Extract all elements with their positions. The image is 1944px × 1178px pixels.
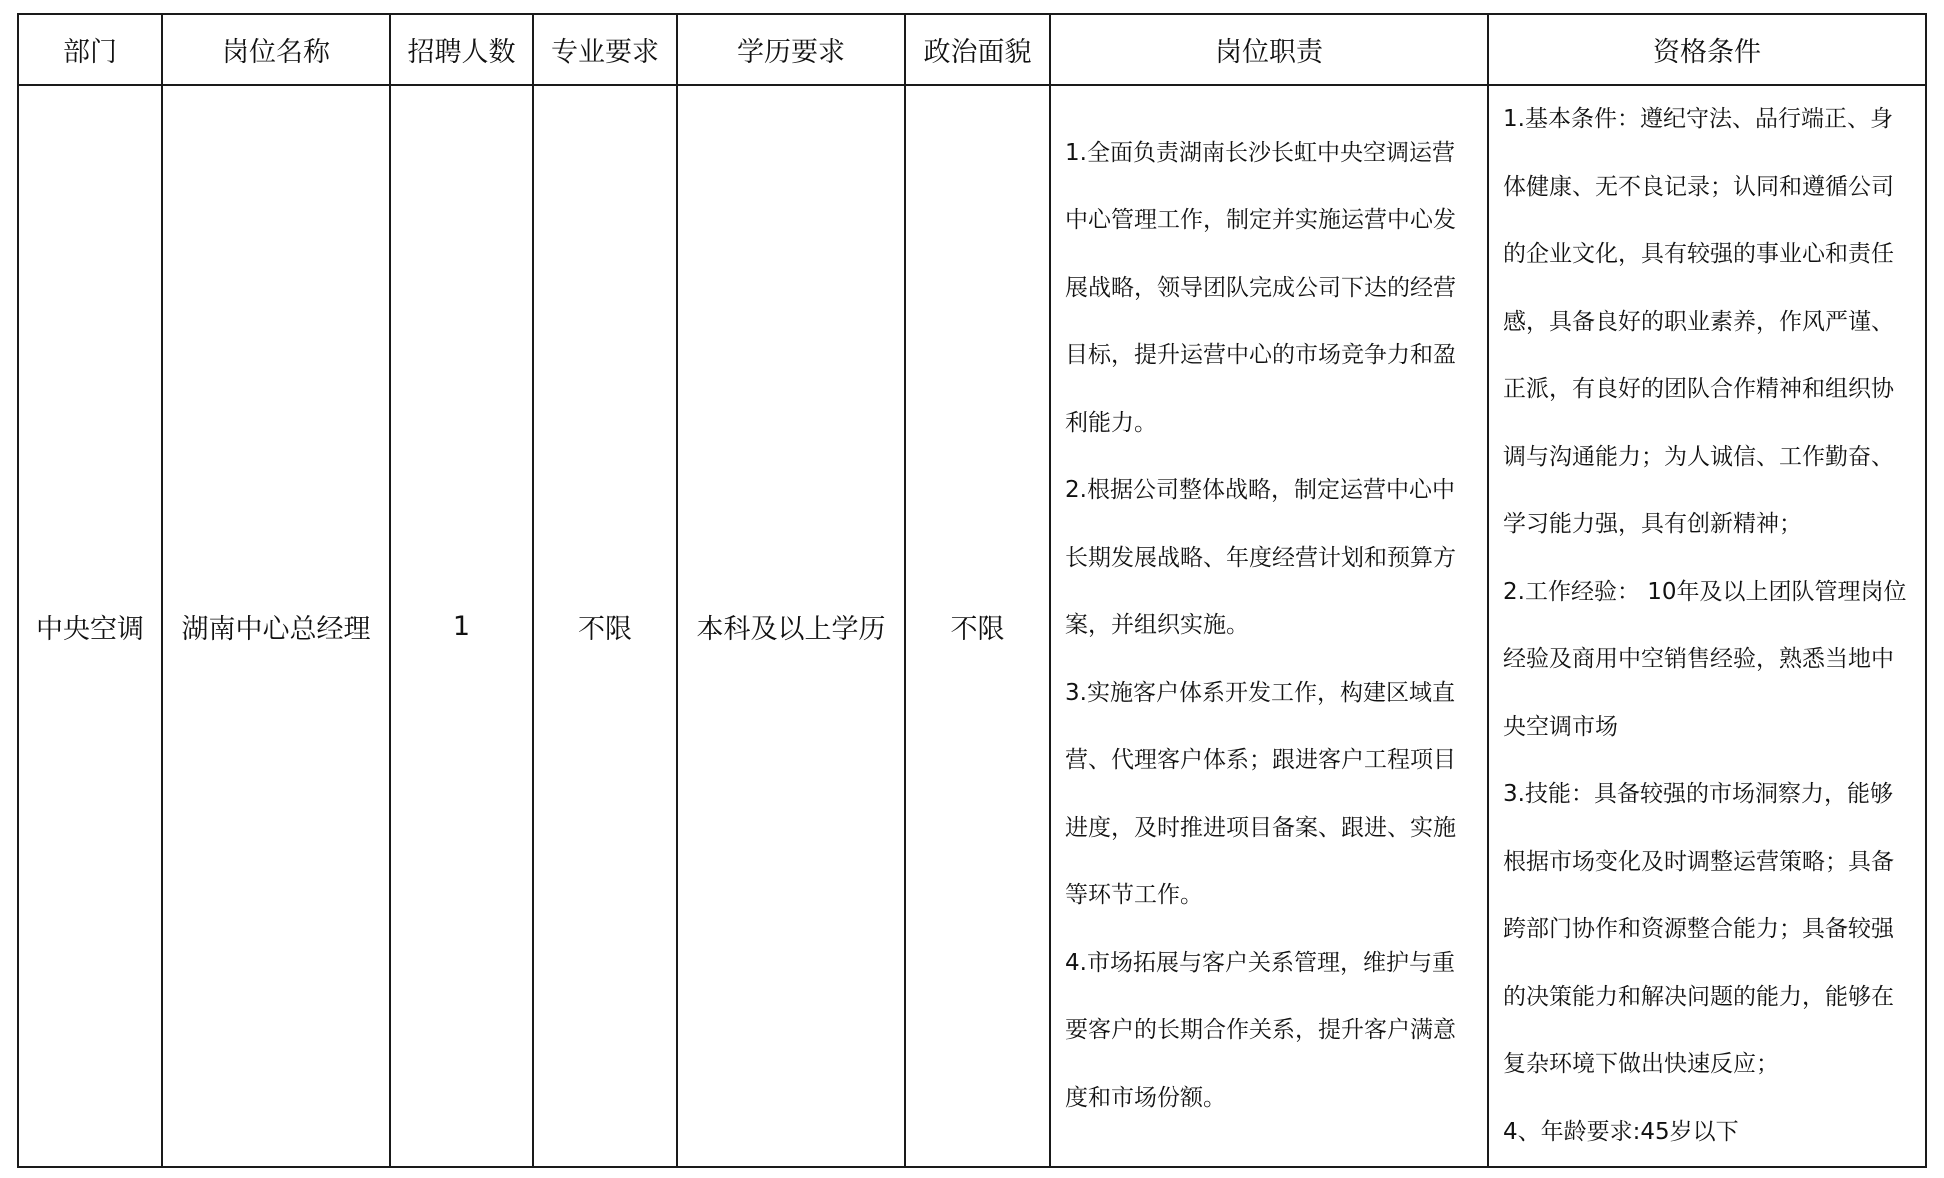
cell-qualifications [1488,85,1926,1167]
recruitment-table-sheet [17,13,1927,1168]
cell-political-status: 不限 [905,85,1050,1167]
duties-item: 3.实施客户体系开发工作，构建区域直营、代理客户体系；跟进客户工程项目进度，及时推进项目备案、跟进、实施等环节工作。 [1065,679,1456,909]
cell-headcount: 1 [390,85,533,1167]
header-duties: 岗位职责 [1050,14,1488,85]
header-department: 部门 [18,14,162,85]
qualifications-item: 3.技能：具备较强的市场洞察力，能够根据市场变化及时调整运营策略；具备跨部门协作和资源整合能力；具备较强的决策能力和解决问题的能力，能够在复杂环境下做出快速反应； [1503,781,1894,1077]
header-political-status: 政治面貌 [905,14,1050,85]
table-row [18,85,1926,1167]
cell-position: 湖南中心总经理 [162,85,390,1167]
header-qualifications: 资格条件 [1488,14,1926,85]
header-row [18,14,1926,85]
duties-text [1051,120,1487,1133]
qualifications-text [1489,86,1925,1166]
header-education: 学历要求 [677,14,905,85]
cell-duties [1050,85,1488,1167]
cell-department: 中央空调 [18,85,162,1167]
qualifications-item: 1.基本条件：遵纪守法、品行端正、身体健康、无不良记录；认同和遵循公司的企业文化，具有较强的事业心和责任感，具备良好的职业素养，作风严谨、正派，有良好的团队合作精神和组织协调与沟通能力；为人诚信、工作勤奋、学习能力强，具有创新精神； [1503,106,1894,537]
duties-item: 4.市场拓展与客户关系管理，维护与重要客户的长期合作关系，提升客户满意度和市场份额。 [1065,949,1456,1111]
cell-education: 本科及以上学历 [677,85,905,1167]
qualifications-item: 4、年龄要求:45岁以下 [1503,1118,1739,1145]
duties-item: 2.根据公司整体战略，制定运营中心中长期发展战略、年度经营计划和预算方案，并组织实施。 [1065,477,1456,639]
header-major: 专业要求 [533,14,677,85]
header-headcount: 招聘人数 [390,14,533,85]
header-position: 岗位名称 [162,14,390,85]
recruitment-table [17,13,1927,1168]
cell-major: 不限 [533,85,677,1167]
qualifications-item: 2.工作经验： 10年及以上团队管理岗位经验及商用中空销售经验，熟悉当地中央空调市场 [1503,578,1907,740]
duties-item: 1.全面负责湖南长沙长虹中央空调运营中心管理工作，制定并实施运营中心发展战略，领导团队完成公司下达的经营目标，提升运营中心的市场竞争力和盈利能力。 [1065,139,1456,436]
